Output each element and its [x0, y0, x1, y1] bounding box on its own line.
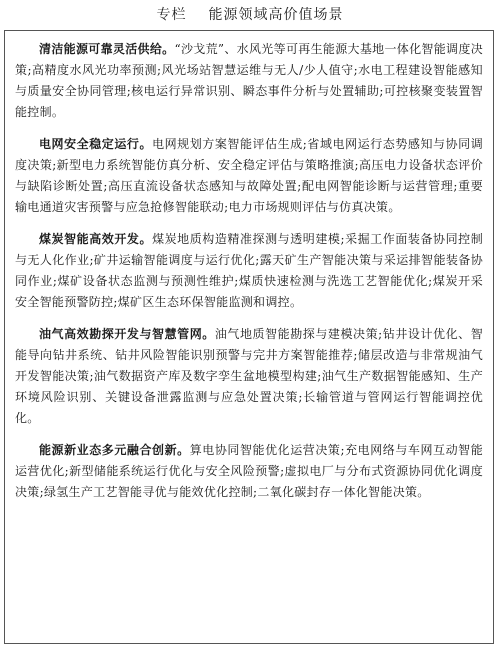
column-header: [0, 6, 500, 24]
section-heading: 油气高效勘探开发与智慧管网。: [39, 327, 215, 341]
section-clean-energy: [15, 39, 483, 123]
section-oil-gas: [15, 324, 483, 429]
section-body: 电网规划方案智能评估生成;省域电网运行态势感知与协同调度决策;新型电力系统智能仿真分析、安全稳定评估与策略推演;高压电力设备状态评价与缺陷诊断处置;高压直流设备状态感知与故障处置;配电网智能诊断与运营管理;重要输电通道灾害预警与应急抢修智能联动;电力市场规则评估与仿真决策。: [15, 137, 483, 214]
section-heading: 煤炭智能高效开发。: [39, 232, 153, 246]
column-label: 专栏: [156, 7, 187, 23]
section-power-grid: [15, 134, 483, 218]
section-heading: 电网安全稳定运行。: [39, 137, 153, 151]
section-body: 煤炭地质构造精准探测与透明建模;采掘工作面装备协同控制与无人化作业;矿井运输智能调度与运行优化;露天矿生产智能决策与采运排智能装备协同作业;煤矿设备状态监测与预测性维护;煤质快速检测与洗选工艺智能优化;煤炭开采安全智能预警防控;煤矿区生态环保智能监测和调控。: [15, 232, 483, 309]
section-heading: 能源新业态多元融合创新。: [39, 443, 190, 457]
section-body: 算电协同智能优化运营决策;充电网络与车网互动智能运营优化;新型储能系统运行优化与安全风险预警;虚拟电厂与分布式资源协同优化调度决策;绿氢生产工艺智能寻优与能效优化控制;二氧化碳封存一体化智能决策。: [15, 443, 484, 499]
section-body: “沙戈荒”、水风光等可再生能源大基地一体化智能调度决策;高精度水风光功率预测;风光场站智慧运维与无人/少人值守;水电工程建设智能感知与质量安全协同管理;核电运行异常识别、瞬态事件分析与处置辅助;可控核聚变装置智能控制。: [15, 42, 483, 119]
section-heading: 清洁能源可靠灵活供给。: [39, 42, 175, 56]
section-coal: [15, 229, 483, 313]
section-new-business: [15, 440, 483, 503]
column-title: 能源领域高价值场景: [208, 7, 344, 23]
section-body: 油气地质智能勘探与建模决策;钻井设计优化、智能导向钻井系统、钻井风险智能识别预警与完井方案智能推荐;储层改造与非常规油气开发智能决策;油气数据资产库及数字孪生盆地模型构建;油气生产数据智能感知、生产环境风险识别、关键设备泄露监测与应急处置决策;长输管道与管网运行智能调控优化。: [15, 327, 483, 425]
column-box: [4, 30, 494, 644]
